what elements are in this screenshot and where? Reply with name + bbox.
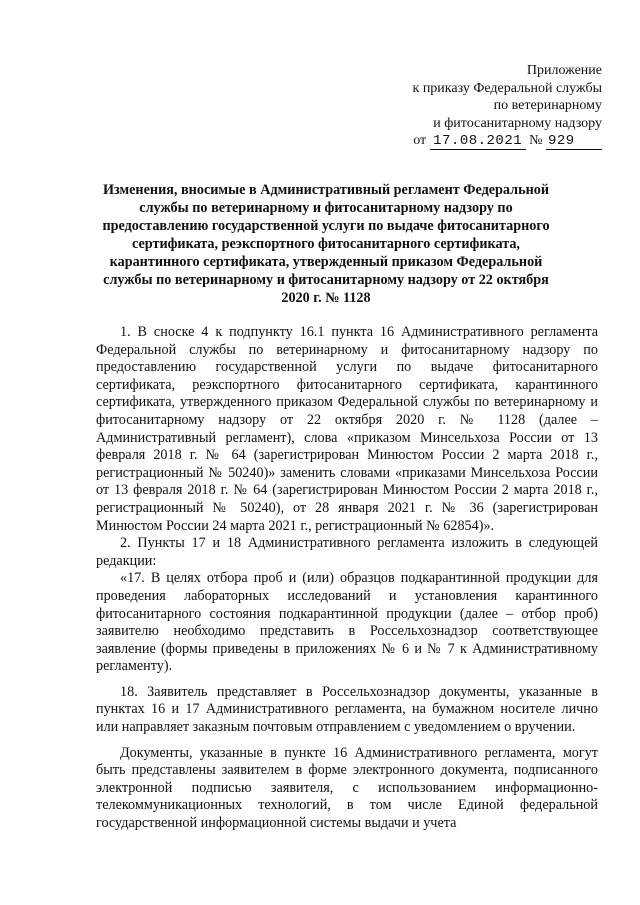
paragraph: 18. Заявитель представляет в Россельхознадзор документы, указанные в пунктах 16 и 17 Административного регламента, на бумажном носителе лично или направляет заказным почтовым отправлением с уведомлением о вручении.	[96, 683, 598, 736]
paragraph: Документы, указанные в пункте 16 Административного регламента, могут быть представлены заявителем в форме электронного документа, подписанного электронной подписью заявителя, с использованием информационно-телекоммуникационных технологий, в том числе Единой федеральной государственной информационной системы выдачи и учета	[96, 744, 598, 832]
paragraph: 1. В сноске 4 к подпункту 16.1 пункта 16 Административного регламента Федеральной службы по ветеринарному и фитосанитарному надзору по предоставлению государственной услуги по выдаче фитосанитарного сертификата, реэкспортного фитосанитарного сертификата, карантинного сертификата, утвержденного приказом Федеральной службы по ветеринарному и фитосанитарному надзору от 22 октября 2020 г. № 1128 (далее – Административный регламент), слова «приказом Минсельхоза России от 13 февраля 2018 г. № 64 (зарегистрирован Минюстом России 2 марта 2018 г., регистрационный № 50240)» заменить словами «приказами Минсельхоза России от 13 февраля 2018 г. № 64 (зарегистрирован Минюстом России 2 марта 2018 г., регистрационный № 50240), от 28 января 2021 г. № 36 (зарегистрирован Минюстом России 24 марта 2021 г., регистрационный № 62854)».	[96, 324, 598, 534]
date-prefix: от	[413, 133, 427, 148]
order-reference-line: и фитосанитарному надзору	[433, 115, 602, 131]
document-body	[96, 324, 598, 833]
paragraph: «17. В целях отбора проб и (или) образцов подкарантинной продукции для проведения лабораторных исследований и установления карантинного фитосанитарного состояния подкарантинной продукции (далее – отбор проб) заявителю необходимо представить в Россельхознадзор соответствующее заявление (формы приведены в приложениях № 6 и № 7 к Административному регламенту).	[96, 570, 598, 675]
appendix-header	[413, 62, 602, 150]
appendix-label: Приложение	[526, 63, 602, 78]
paragraph: 2. Пункты 17 и 18 Административного регламента изложить в следующей редакции:	[96, 535, 598, 569]
number-sign: №	[529, 133, 543, 148]
order-date-number-line	[413, 132, 602, 150]
document-title: Изменения, вносимые в Административный регламент Федеральной службы по ветеринарному и фитосанитарному надзору по предоставлению государственной услуги по выдаче фитосанитарного сертификата, реэкспортного фитосанитарного сертификата, карантинного сертификата, утвержденный приказом Федеральной службы по ветеринарному и фитосанитарному надзору от 22 октября 2020 г. № 1128	[102, 182, 550, 306]
order-reference-line: по ветеринарному	[493, 98, 602, 113]
order-date: 17.08.2021	[430, 134, 526, 150]
order-reference-line: к приказу Федеральной службы	[412, 80, 602, 96]
order-number: 929	[546, 134, 602, 150]
